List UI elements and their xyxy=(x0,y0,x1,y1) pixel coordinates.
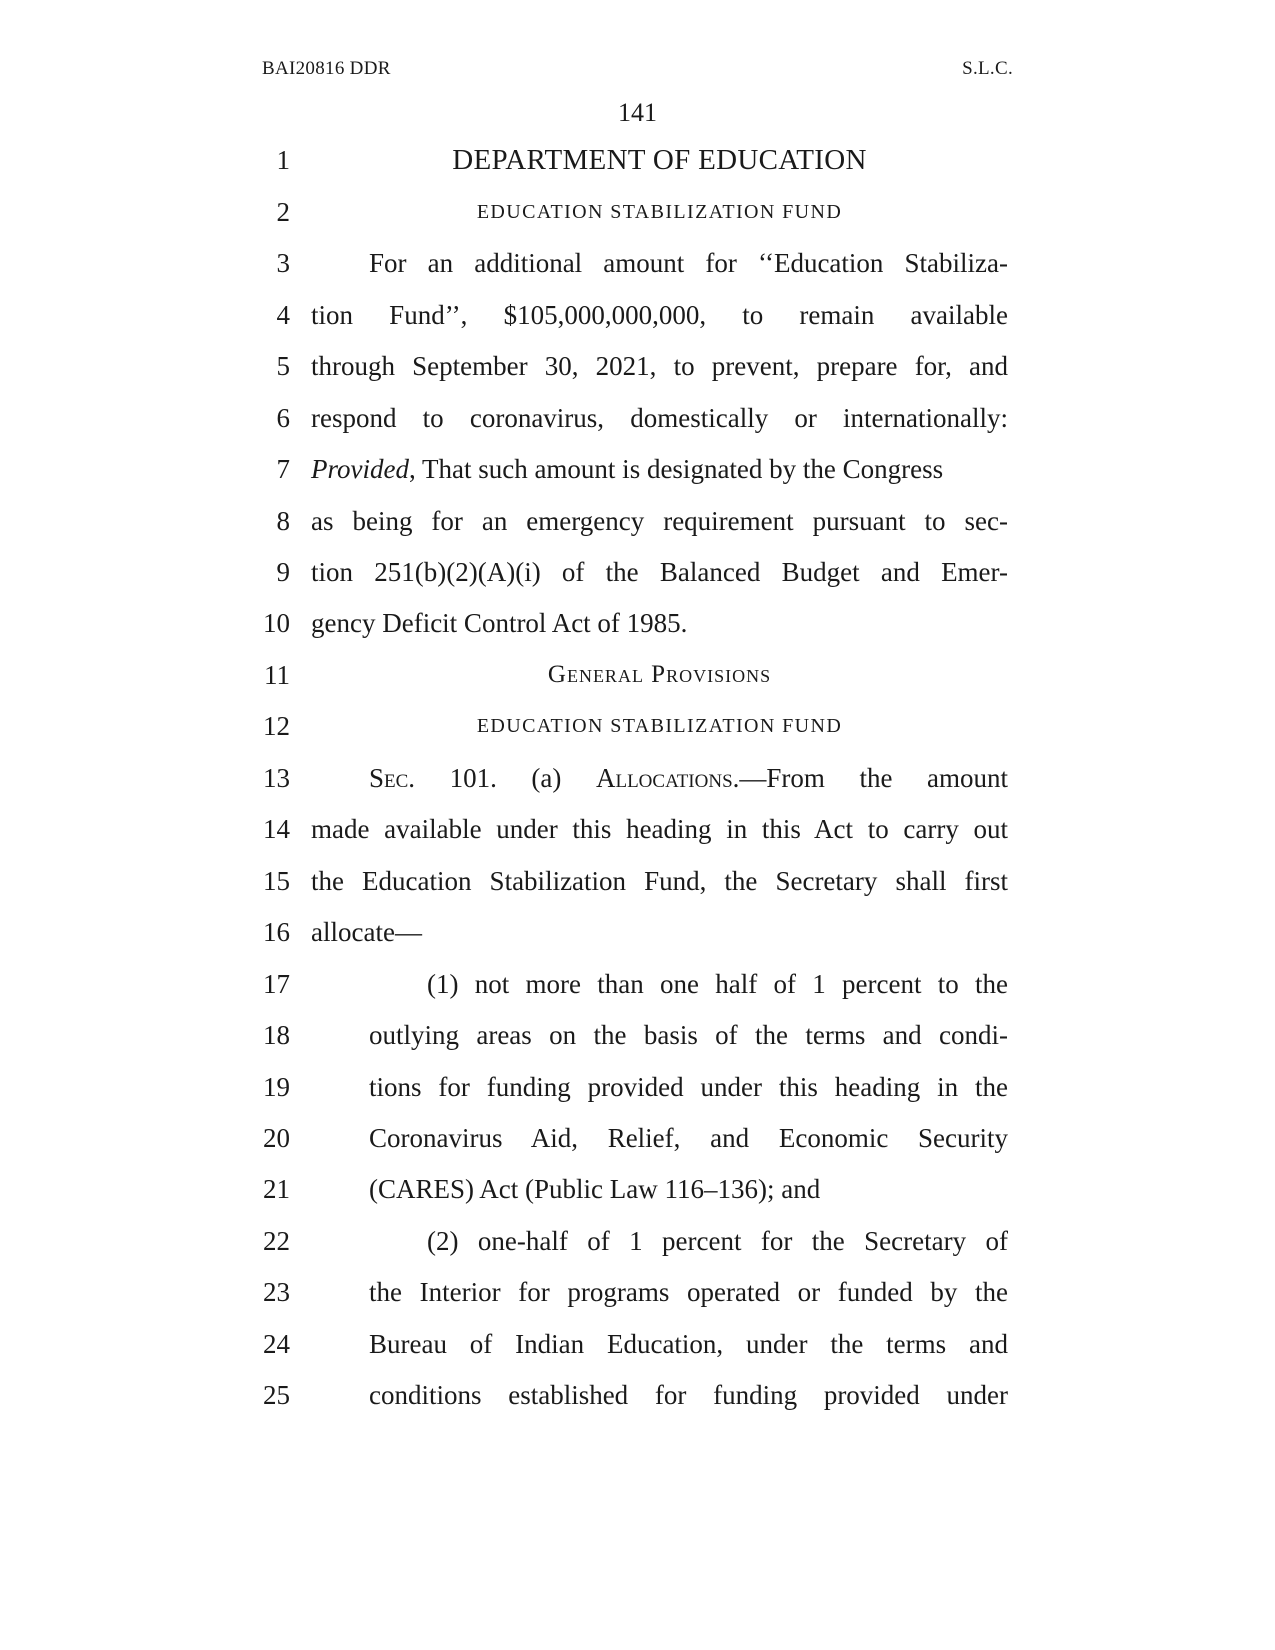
text-line xyxy=(0,295,1275,335)
text-line xyxy=(0,140,1275,180)
text-line xyxy=(0,809,1275,849)
line-text: as being for an emergency requirement pursuant to sec- xyxy=(311,506,1008,536)
line-number: 8 xyxy=(276,506,290,536)
line-number: 21 xyxy=(263,1174,290,1204)
line-number: 24 xyxy=(263,1329,290,1359)
line-number: 25 xyxy=(263,1380,290,1410)
text-line xyxy=(0,861,1275,901)
text-line xyxy=(0,706,1275,746)
provided-italic: Provided xyxy=(311,454,409,484)
text-line xyxy=(0,912,1275,952)
line-text: conditions established for funding provided under xyxy=(369,1380,1008,1410)
text-line xyxy=(0,655,1275,695)
line-number: 17 xyxy=(263,969,290,999)
line-text: allocate— xyxy=(311,917,422,947)
text-line xyxy=(0,1272,1275,1312)
line-text: For an additional amount for ‘‘Education Stabiliza- xyxy=(369,248,1008,278)
text-line xyxy=(0,398,1275,438)
document-id: BAI20816 DDR xyxy=(262,58,391,79)
line-number: 5 xyxy=(276,351,290,381)
line-number: 10 xyxy=(263,608,290,638)
line-text: respond to coronavirus, domestically or internationally: xyxy=(311,403,1008,433)
account-heading: EDUCATION STABILIZATION FUND xyxy=(476,715,843,737)
line-text: through September 30, 2021, to prevent, prepare for, and xyxy=(311,351,1008,381)
line-text: gency Deficit Control Act of 1985. xyxy=(311,608,688,638)
text-line xyxy=(0,1118,1275,1158)
line-number: 13 xyxy=(263,763,290,793)
line-number: 16 xyxy=(263,917,290,947)
line-number: 6 xyxy=(276,403,290,433)
line-number: 9 xyxy=(276,557,290,587)
text-line xyxy=(0,501,1275,541)
line-text: made available under this heading in this Act to carry out xyxy=(311,814,1008,844)
line-text: (CARES) Act (Public Law 116–136); and xyxy=(369,1174,821,1204)
line-text: tion Fund’’, $105,000,000,000, to remain available xyxy=(311,300,1008,330)
line-number: 15 xyxy=(263,866,290,896)
general-provisions-heading: General Provisions xyxy=(547,661,772,688)
subsection-heading: Allocations xyxy=(595,763,733,793)
paragraph-1: (1) not more than one half of 1 percent to the xyxy=(427,969,1008,999)
line-number: 4 xyxy=(276,300,290,330)
line-number: 12 xyxy=(263,711,290,741)
line-number: 18 xyxy=(263,1020,290,1050)
line-number: 7 xyxy=(276,454,290,484)
line-text: tions for funding provided under this heading in the xyxy=(369,1072,1008,1102)
text-line xyxy=(0,552,1275,592)
text-line xyxy=(0,1375,1275,1415)
page-number: 141 xyxy=(618,98,657,127)
text-line xyxy=(0,1067,1275,1107)
line-number: 23 xyxy=(263,1277,290,1307)
line-number: 3 xyxy=(276,248,290,278)
section-label: Sec. xyxy=(369,763,416,793)
line-text-rest: , That such amount is designated by the Congress xyxy=(408,454,944,484)
line-number: 20 xyxy=(263,1123,290,1153)
line-text: the Interior for programs operated or funded by the xyxy=(369,1277,1008,1307)
line-number: 1 xyxy=(276,145,290,175)
section-number: 101. (a) xyxy=(415,763,596,793)
text-line xyxy=(0,758,1275,798)
text-line xyxy=(0,346,1275,386)
text-line xyxy=(0,192,1275,232)
text-line xyxy=(0,1324,1275,1364)
line-text: Coronavirus Aid, Relief, and Economic Security xyxy=(369,1123,1008,1153)
account-heading: EDUCATION STABILIZATION FUND xyxy=(476,201,843,223)
paragraph-2: (2) one-half of 1 percent for the Secretary of xyxy=(427,1226,1008,1256)
text-line xyxy=(0,1221,1275,1261)
text-line xyxy=(0,603,1275,643)
line-text: the Education Stabilization Fund, the Secretary shall first xyxy=(311,866,1008,896)
line-number: 19 xyxy=(263,1072,290,1102)
line-number: 11 xyxy=(264,660,290,690)
slc-marker: S.L.C. xyxy=(962,58,1013,79)
text-line xyxy=(0,449,1275,489)
text-line xyxy=(0,1169,1275,1209)
line-number: 22 xyxy=(263,1226,290,1256)
line-text: tion 251(b)(2)(A)(i) of the Balanced Budget and Emer- xyxy=(311,557,1008,587)
text-line xyxy=(0,1015,1275,1055)
line-text: Bureau of Indian Education, under the terms and xyxy=(369,1329,1008,1359)
line-number: 14 xyxy=(263,814,290,844)
department-heading: DEPARTMENT OF EDUCATION xyxy=(452,144,867,176)
line-text: outlying areas on the basis of the terms and condi- xyxy=(369,1020,1008,1050)
line-text xyxy=(311,449,1008,489)
line-text-rest: .—From the amount xyxy=(732,763,1009,793)
text-line xyxy=(0,964,1275,1004)
line-number: 2 xyxy=(276,197,290,227)
text-line xyxy=(0,243,1275,283)
section-start xyxy=(311,758,1008,798)
